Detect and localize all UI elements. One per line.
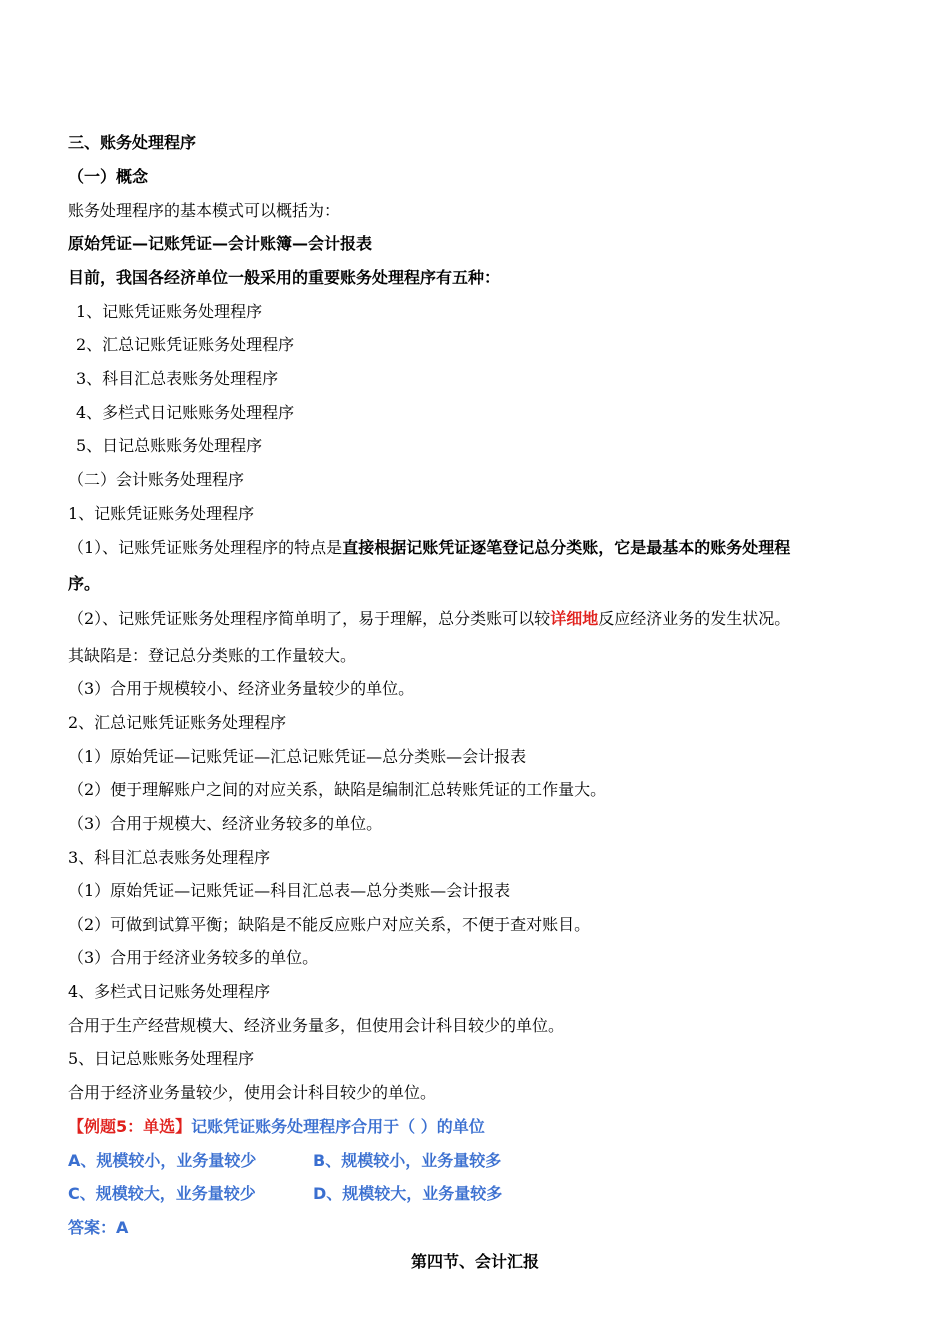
subsection-title-concept: （一）概念: [68, 167, 149, 186]
example-options-row-1: [68, 1149, 890, 1173]
example-options-row-2: [68, 1182, 890, 1206]
procedure-4-title: 4、多栏式日记账务处理程序: [68, 982, 271, 1001]
procedure-4-item-1: 合用于生产经营规模大、经济业务量多，但使用会计科目较少的单位。: [68, 1016, 565, 1035]
list-item: 5、日记总账账务处理程序: [76, 436, 263, 455]
concept-intro: 账务处理程序的基本模式可以概括为：: [68, 201, 341, 220]
option-a: A、规模较小，业务量较少: [68, 1151, 257, 1170]
concept-model: 原始凭证—记账凭证—会计账簿—会计报表: [68, 234, 373, 253]
item-text: （1）、记账凭证账务处理程序的特点是: [68, 538, 343, 557]
list-item: 1、记账凭证账务处理程序: [76, 302, 263, 321]
example-tag: 【例题5：单选】: [68, 1117, 192, 1136]
item-text: （2）、记账凭证账务处理程序简单明了，易于理解，总分类账可以较: [68, 609, 551, 628]
item-text: 反应经济业务的发生状况。: [598, 609, 791, 628]
procedure-1-title: 1、记账凭证账务处理程序: [68, 504, 255, 523]
procedure-5-title: 5、日记总账账务处理程序: [68, 1049, 255, 1068]
example-question: [68, 1115, 890, 1139]
procedure-2-item-3: （3）合用于规模大、经济业务较多的单位。: [68, 814, 383, 833]
subsection-title-procedures: （二）会计账务处理程序: [68, 470, 245, 489]
procedure-1-item-2-cont: 其缺陷是：登记总分类账的工作量较大。: [68, 646, 357, 665]
procedure-5-item-1: 合用于经济业务量较少，使用会计科目较少的单位。: [68, 1083, 437, 1102]
option-b: B、规模较小，业务量较多: [313, 1151, 502, 1170]
procedure-3-item-2: （2）可做到试算平衡；缺陷是不能反应账户对应关系，不便于查对账目。: [68, 915, 591, 934]
option-c: C、规模较大，业务量较少: [68, 1184, 256, 1203]
item-emphasis: 直接根据记账凭证逐笔登记总分类账，它是最基本的账务处理程: [342, 538, 791, 557]
next-section-title: 第四节、会计汇报: [410, 1252, 539, 1271]
list-item: 2、汇总记账凭证账务处理程序: [76, 335, 295, 354]
option-d: D、规模较大，业务量较多: [313, 1184, 503, 1203]
five-types-intro: 目前，我国各经济单位一般采用的重要账务处理程序有五种：: [68, 268, 501, 287]
example-answer: 答案：A: [68, 1218, 129, 1237]
item-highlight: 详细地: [550, 609, 599, 628]
section-title: 三、账务处理程序: [68, 133, 197, 152]
procedure-1-item-2: [68, 607, 890, 631]
procedure-2-item-2: （2）便于理解账户之间的对应关系，缺陷是编制汇总转账凭证的工作量大。: [68, 780, 607, 799]
procedure-3-item-3: （3）合用于经济业务较多的单位。: [68, 948, 319, 967]
procedure-1-item-3: （3）合用于规模较小、经济业务量较少的单位。: [68, 679, 415, 698]
procedure-1-item-1-cont: 序。: [68, 574, 101, 593]
procedure-3-title: 3、科目汇总表账务处理程序: [68, 848, 271, 867]
procedure-1-item-1: [68, 536, 890, 560]
example-question-text: 记账凭证账务处理程序合用于（ ）的单位: [191, 1117, 485, 1136]
list-item: 3、科目汇总表账务处理程序: [76, 369, 279, 388]
procedure-2-title: 2、汇总记账凭证账务处理程序: [68, 713, 287, 732]
procedure-2-item-1: （1）原始凭证—记账凭证—汇总记账凭证—总分类账—会计报表: [68, 747, 527, 766]
list-item: 4、多栏式日记账账务处理程序: [76, 403, 295, 422]
procedure-3-item-1: （1）原始凭证—记账凭证—科目汇总表—总分类账—会计报表: [68, 881, 511, 900]
